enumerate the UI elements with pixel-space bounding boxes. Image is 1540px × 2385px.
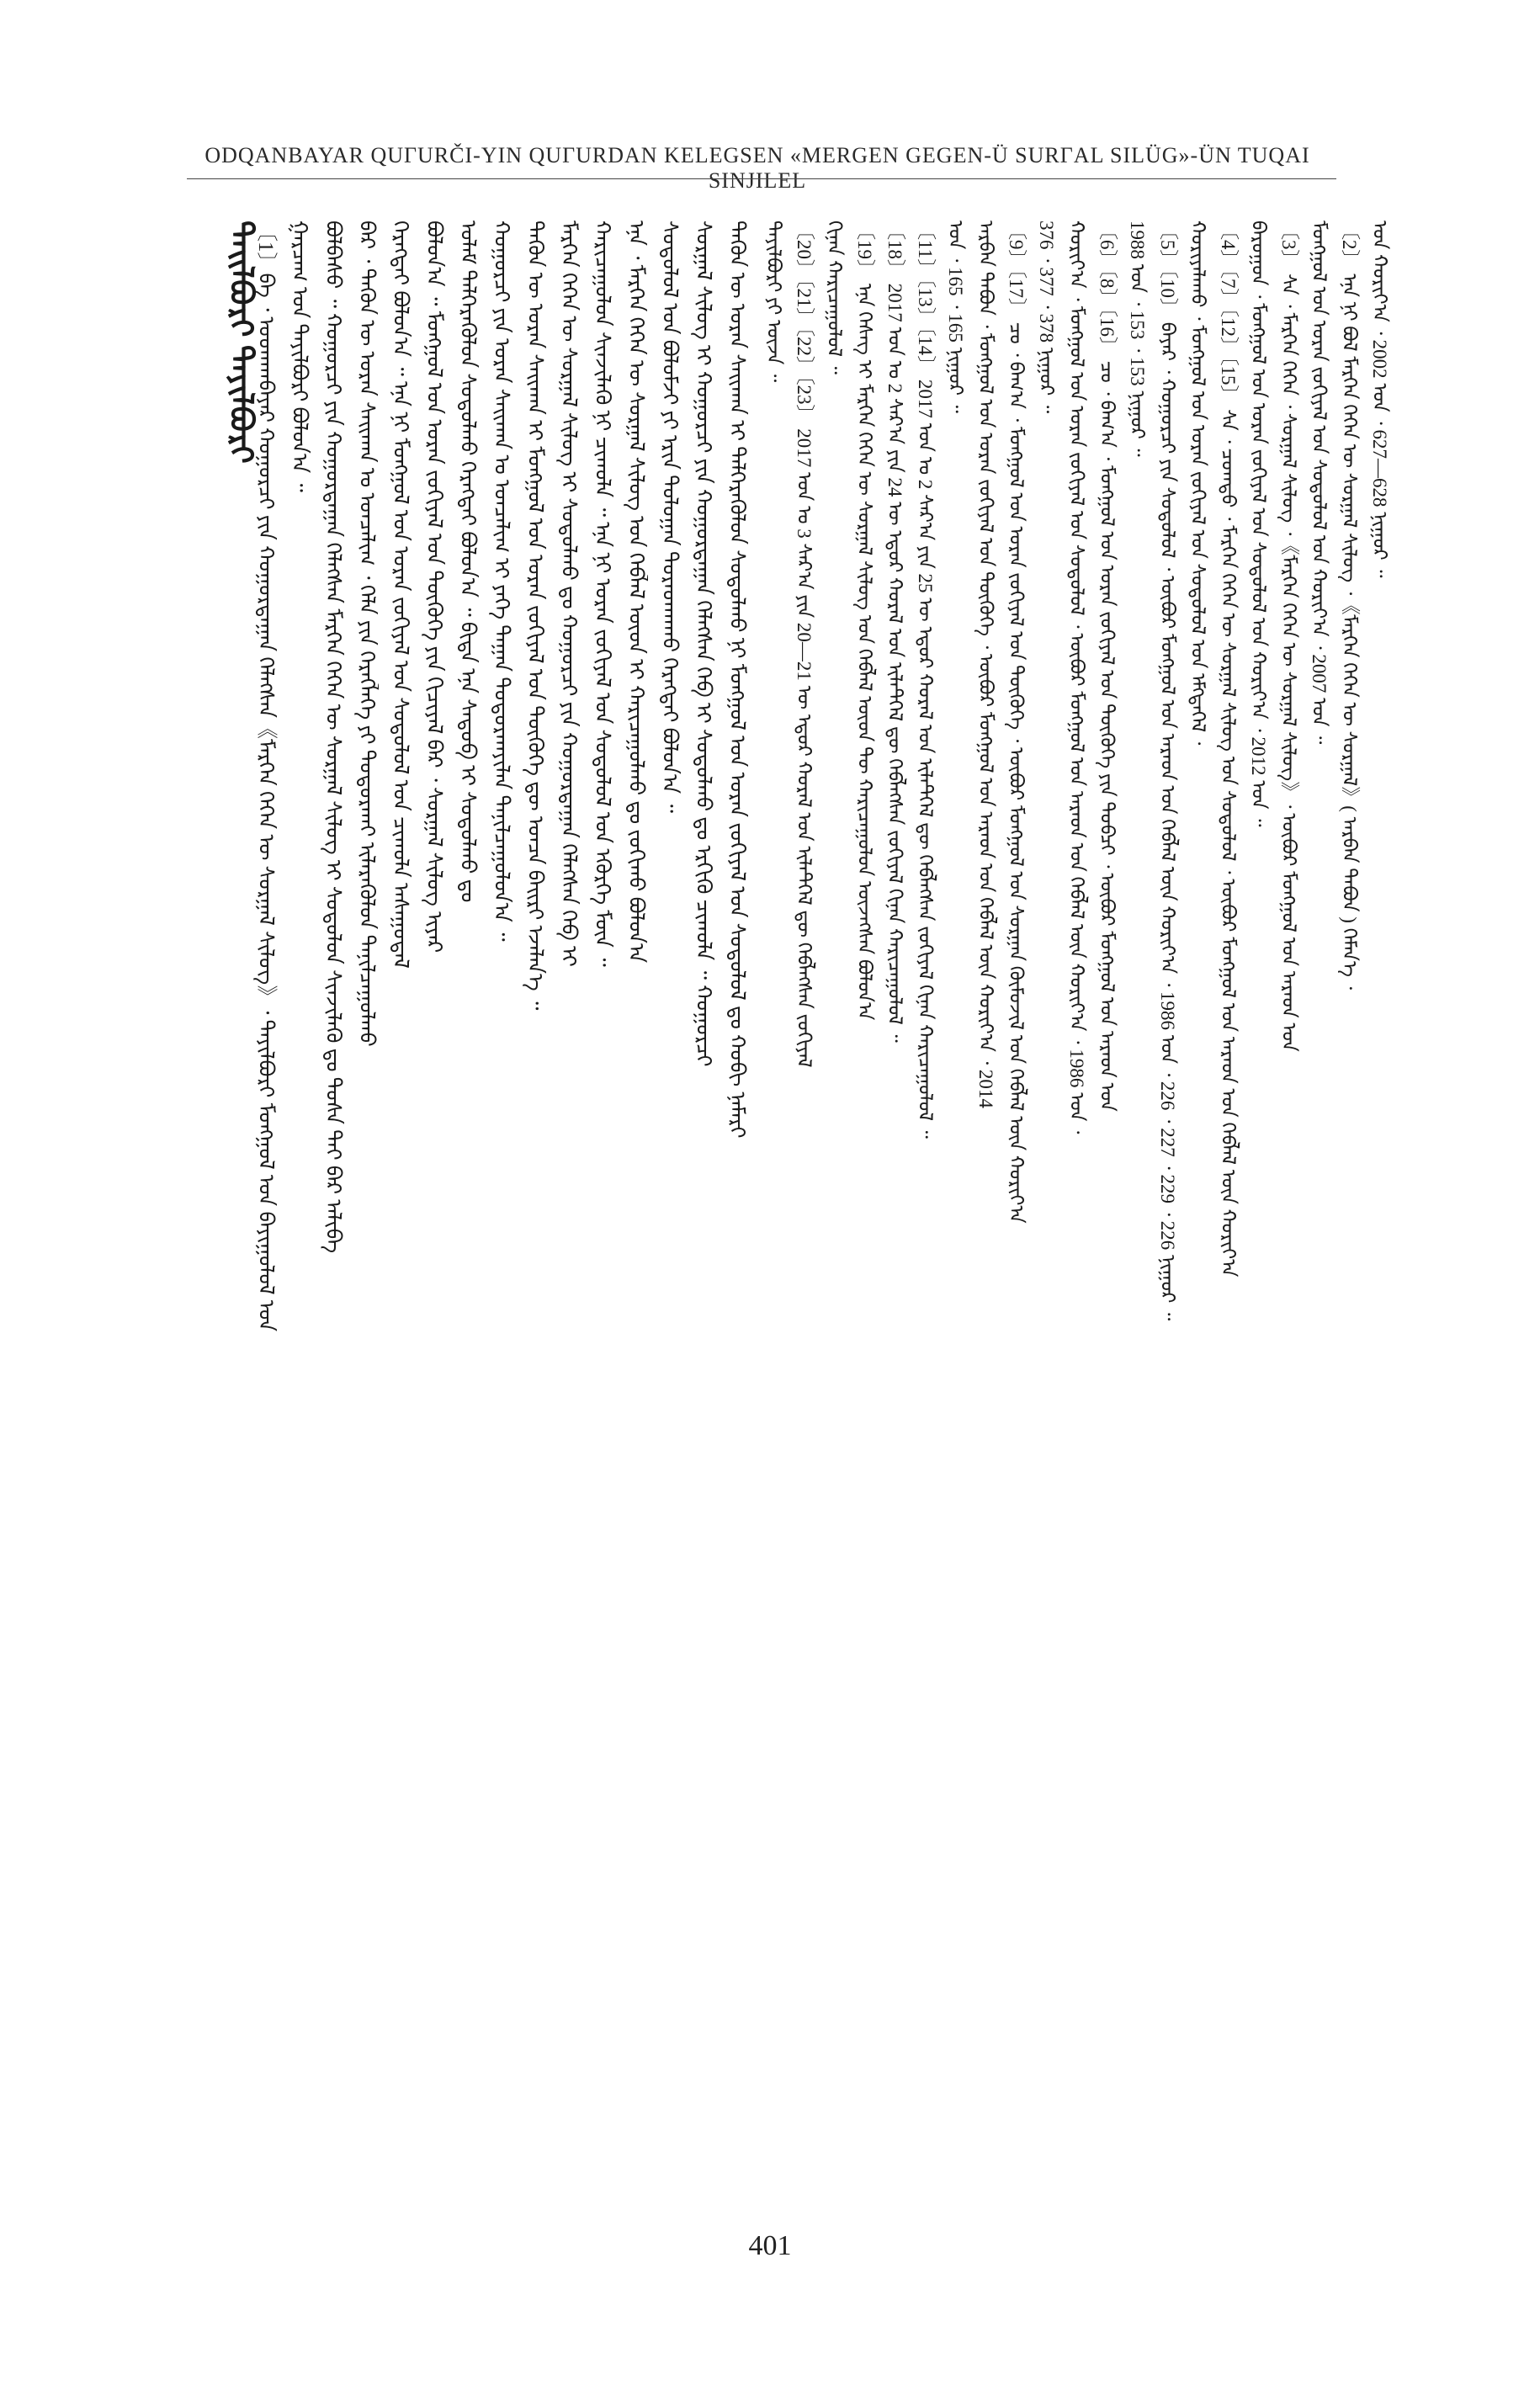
endnote-column: 〔4〕〔7〕〔12〕〔15〕 ᠰᠠ ᠂ ᠴᠣᠭᠲᠤ ᠂ ᠮᠡᠷᠭᠡᠨ ᠭᠡᠭᠡᠨ ᠦ ᠰᠤᠷᠭᠠᠯ ᠰᠢᠯᠦᠭ ᠤᠨ ᠰᠤᠳᠤᠯᠤᠯ ᠂ ᠦᠪᠦᠷ ᠮᠣᠩᠭᠣᠯ ᠤᠨ ᠠᠷᠠᠳ ᠤᠨ ᠬᠡᠪᠯᠡᠯ ᠦᠨ ᠬᠣᠷᠢᠶ᠎ᠠ (1218, 220, 1239, 1277)
body-column: ᠬᠤᠭᠤᠷᠴᠢ ᠶᠢᠨ ᠤᠷᠠᠨ ᠰᠠᠢᠬᠠᠨ ᠤ ᠤᠨᠴᠠᠯᠢᠭ ᠢ ᠶᠡᠬᠡ ᠳᠠᠭᠠᠨ ᠲᠣᠳᠣᠷᠬᠠᠶᠢᠯᠠᠨ ᠲᠠᠨᠢᠯᠴᠠᠭᠤᠯᠤᠨ᠎ᠠ ᠃ (490, 220, 512, 942)
body-column: ᠪᠣᠯᠪᠠᠰᠤ ᠃ ᠬᠤᠭᠤᠷᠴᠢ ᠶᠢᠨ ᠬᠤᠭᠤᠷᠳᠠᠭᠠᠨ ᠬᠡᠯᠡᠭᠰᠡᠨ ᠮᠡᠷᠭᠡᠨ ᠭᠡᠭᠡᠨ ᠦ ᠰᠤᠷᠭᠠᠯ ᠰᠢᠯᠦᠭ ᠢ ᠰᠤᠳᠤᠯᠤᠨ ᠰᠢᠨᠵᠢᠯᠡᠬᠦ ᠳᠤ ᠲᠤᠰᠠ ᠲᠠᠢ ᠪᠡᠷ ᠠᠯᠢᠪᠠ (321, 220, 344, 1254)
running-header: ODQANBAYAR QUΓURČI-YIN QUΓURDAN KELEGSEN «MERGEN GEGEN-Ü SURΓAL SILÜG»-ÜN TUQAI SINJILEL (204, 143, 1310, 193)
endnote-column: 〔3〕 ᠰᠠ ᠂ ᠮᠡᠷᠭᠡᠨ ᠭᠡᠭᠡᠨ ᠂ ᠰᠤᠷᠭᠠᠯ ᠰᠢᠯᠦᠭ ᠂《ᠮᠡᠷᠭᠡᠨ ᠭᠡᠭᠡᠨ ᠦ ᠰᠤᠷᠭᠠᠯ ᠰᠢᠯᠦᠭ》᠂ ᠦᠪᠦᠷ ᠮᠣᠩᠭᠣᠯ ᠤᠨ ᠠᠷᠠᠳ ᠤᠨ (1278, 220, 1299, 1052)
endnote-column: ᠲᠠᠶᠢᠯᠪᠤᠷᠢ ᠶᠢ ᠦᠵᠡ ᠃ (763, 220, 784, 383)
endnote-column: 〔2〕 ᠡᠨᠡ ᠨᠢ ᠪᠣᠯ ᠮᠡᠷᠭᠡᠨ ᠭᠡᠭᠡᠨ ᠦ ᠰᠤᠷᠭᠠᠯ ᠰᠢᠯᠦᠭ ᠂《ᠮᠡᠷᠭᠡᠨ ᠭᠡᠭᠡᠨ ᠦ ᠰᠤᠷᠭᠠᠯ》( ᠠᠷᠪᠠᠨ ᠲᠠᠪᠤᠨ ) ᠬᠡᠮᠡᠨ᠎ᠡ ᠂ (1339, 220, 1360, 990)
endnote-column: 〔18〕 2017 ᠣᠨ ᠤ 2 ᠰᠠᠷ᠎ᠠ ᠶᠢᠨ 24 ᠦ ᠡᠳᠦᠷ ᠬᠤᠷᠠᠯ ᠤᠨ ᠢᠯᠡᠲᠬᠡᠯ ᠳᠦ ᠬᠡᠪᠯᠡᠭᠰᠡᠨ ᠵᠣᠬᠢᠶᠠᠯ ᠬᠢᠨᠠᠨ ᠬᠠᠷᠢᠴᠠᠭᠤᠯᠤᠯ ᠃ (884, 220, 905, 1043)
endnote-column: ᠬᠣᠷᠢᠶᠠᠯᠠᠬᠤ ᠂ ᠮᠣᠩᠭᠣᠯ ᠤᠨ ᠤᠷᠠᠨ ᠵᠣᠬᠢᠶᠠᠯ ᠤᠨ ᠰᠤᠳᠤᠯᠤᠯ ᠤᠨ ᠡᠮᠬᠲᠡᠭᠡᠯ ᠂ (1187, 220, 1208, 746)
section-heading: ᠲᠠᠢᠯᠪᠤᠷᠢ ᠲᠠᠶᠢᠯᠪᠤᠷᠢ (223, 220, 258, 464)
endnote-column: ᠬᠢᠨᠠᠨ ᠬᠠᠷᠢᠴᠠᠭᠤᠯᠤᠯ ᠃ (824, 220, 845, 374)
endnote-column: ᠮᠣᠩᠭᠣᠯ ᠤᠨ ᠤᠷᠠᠨ ᠵᠣᠬᠢᠶᠠᠯ ᠤᠨ ᠰᠤᠳᠤᠯᠤᠯ ᠤᠨ ᠬᠣᠷᠢᠶ᠎ᠠ ᠂ 2007 ᠣᠨ ᠃ (1309, 220, 1330, 745)
endnote-column: ᠬᠣᠷᠢᠶ᠎ᠠ ᠂ ᠮᠣᠩᠭᠣᠯ ᠤᠨ ᠤᠷᠠᠨ ᠵᠣᠬᠢᠶᠠᠯ ᠤᠨ ᠰᠤᠳᠤᠯᠤᠯ ᠂ ᠦᠪᠦᠷ ᠮᠣᠩᠭᠣᠯ ᠤᠨ ᠠᠷᠠᠳ ᠤᠨ ᠬᠡᠪᠯᠡᠯ ᠦᠨ ᠬᠣᠷᠢᠶ᠎ᠠ ᠂ 1986 ᠣᠨ ᠂ (1066, 220, 1087, 1134)
endnote-column: 〔6〕〔8〕〔16〕 ᠴᠣ ᠂ ᠪᠠᠭ᠎ᠠ ᠂ ᠮᠣᠩᠭᠣᠯ ᠤᠨ ᠤᠷᠠᠨ ᠵᠣᠬᠢᠶᠠᠯ ᠤᠨ ᠲᠦᠭᠦᠬᠡ ᠶᠢᠨ ᠲᠣᠪᠴᠢ ᠂ ᠦᠪᠦᠷ ᠮᠣᠩᠭᠣᠯ ᠤᠨ ᠠᠷᠠᠳ ᠤᠨ (1097, 220, 1118, 1112)
body-column: ᠬᠡᠷᠡᠭᠲᠡᠢ ᠪᠣᠯᠤᠨ᠎ᠠ ᠃ ᠡᠨᠡ ᠨᠢ ᠮᠣᠩᠭᠣᠯ ᠤᠨ ᠤᠷᠠᠨ ᠵᠣᠬᠢᠶᠠᠯ ᠤᠨ ᠰᠤᠳᠤᠯᠤᠯ ᠤᠨ ᠴᠢᠬᠤᠯᠠ ᠠᠰᠠᠭᠤᠳᠠᠯ (389, 220, 412, 969)
endnote-column: ᠪᠠᠷᠤᠭᠤᠨ ᠂ ᠮᠣᠩᠭᠣᠯ ᠤᠨ ᠤᠷᠠᠨ ᠵᠣᠬᠢᠶᠠᠯ ᠤᠨ ᠰᠤᠳᠤᠯᠤᠯ ᠤᠨ ᠬᠣᠷᠢᠶ᠎ᠠ ᠂ 2012 ᠣᠨ ᠃ (1248, 220, 1269, 827)
body-column: ᠭᠠᠷᠴᠠᠭ ᠤᠨ ᠲᠠᠶᠢᠯᠪᠤᠷᠢ ᠪᠣᠯᠤᠨ᠎ᠠ ᠃ (288, 220, 311, 492)
endnote-column: ᠤᠨ ᠬᠣᠷᠢᠶ᠎ᠠ ᠂ 2002 ᠣᠨ ᠂ 627—628 ᠨᠢᠭᠤᠷ ᠃ (1369, 220, 1390, 578)
endnote-column: 〔20〕〔21〕〔22〕〔23〕 2017 ᠣᠨ ᠤ 3 ᠰᠠᠷ᠎ᠠ ᠶᠢᠨ 20—21 ᠦ ᠡᠳᠦᠷ ᠬᠤᠷᠠᠯ ᠤᠨ ᠢᠯᠡᠲᠬᠡᠯ ᠳᠦ ᠬᠡᠪᠯᠡᠭᠰᠡᠨ ᠵᠣᠬᠢᠶᠠᠯ (794, 220, 815, 1068)
body-column: ᠰᠤᠳᠤᠯᠤᠯ ᠤᠨ ᠪᠣᠯᠤᠮᠵᠢ ᠶᠢ ᠡᠷᠢᠨ ᠲᠤᠯᠤᠭᠠᠨ ᠳᠤᠷᠠᠳᠬᠠᠬᠤ ᠬᠡᠷᠡᠭᠲᠡᠢ ᠪᠣᠯᠤᠨ᠎ᠠ ᠃ (658, 220, 681, 813)
page-number: 401 (748, 2230, 792, 2261)
endnote-column: 〔19〕 ᠡᠨᠡ ᠬᠡᠰᠡᠭ ᠢ ᠮᠡᠷᠭᠡᠨ ᠭᠡᠭᠡᠨ ᠦ ᠰᠤᠷᠭᠠᠯ ᠰᠢᠯᠦᠭ ᠤᠨ ᠬᠡᠪᠯᠡᠯ ᠦᠳ ᠲᠦ ᠬᠠᠷᠢᠴᠠᠭᠤᠯᠤᠨ ᠦᠵᠡᠭᠰᠡᠨ ᠪᠣᠯᠤᠨ᠎ᠠ (854, 220, 875, 1021)
endnote-column: ᠠᠷᠪᠠᠨ ᠲᠠᠪᠤᠨ ᠂ ᠮᠣᠩᠭᠣᠯ ᠤᠨ ᠤᠷᠠᠨ ᠵᠣᠬᠢᠶᠠᠯ ᠤᠨ ᠲᠦᠭᠦᠬᠡ ᠂ ᠦᠪᠦᠷ ᠮᠣᠩᠭᠣᠯ ᠤᠨ ᠠᠷᠠᠳ ᠤᠨ ᠬᠡᠪᠯᠡᠯ ᠦᠨ ᠬᠣᠷᠢᠶ᠎ᠠ ᠂ 2014 (975, 220, 996, 1108)
endnote-column: 1988 ᠣᠨ ᠂ 153 ᠂ 153 ᠨᠢᠭᠤᠷ ᠃ (1127, 220, 1148, 457)
body-column: ᠪᠠᠷ ᠂ ᠲᠡᠭᠦᠨ ᠦ ᠤᠷᠠᠨ ᠰᠠᠢᠬᠠᠨ ᠤ ᠤᠨᠴᠠᠯᠢᠭ ᠂ ᠬᠡᠯᠡ ᠶᠢᠨ ᠬᠡᠷᠡᠭᠯᠡᠭᠡ ᠶᠢ ᠲᠣᠳᠣᠷᠬᠠᠶ ᠢᠯᠡᠷᠡᠭᠦᠯᠦᠨ ᠲᠠᠨᠢᠯᠴᠠᠭᠤᠯᠬᠤ (355, 220, 378, 1047)
body-column: ᠮᠡᠷᠭᠡᠨ ᠭᠡᠭᠡᠨ ᠦ ᠰᠤᠷᠭᠠᠯ ᠰᠢᠯᠦᠭ ᠢ ᠰᠤᠳᠤᠯᠬᠤ ᠳᠤ ᠬᠤᠭᠤᠷᠴᠢ ᠶᠢᠨ ᠬᠤᠭᠤᠷᠳᠠᠭᠠᠨ ᠬᠡᠯᠡᠭᠰᠡᠨ ᠬᠡᠪ ᠢ (557, 220, 580, 967)
body-column: ᠬᠠᠷᠢᠴᠠᠭᠤᠯᠤᠨ ᠰᠢᠨᠵᠢᠯᠡᠬᠦ ᠨᠢ ᠴᠢᠬᠤᠯᠠ ᠃ ᠡᠨᠡ ᠨᠢ ᠤᠷᠠᠨ ᠵᠣᠬᠢᠶᠠᠯ ᠤᠨ ᠰᠤᠳᠤᠯᠤᠯ ᠤᠨ ᠡᠭᠦᠷᠭᠡ ᠮᠥᠨ ᠃ (591, 220, 613, 967)
header-rule (187, 178, 1336, 179)
body-column: ᠤᠯᠠᠮ ᠳᠡᠯᠭᠡᠷᠡᠭᠦᠯᠦᠨ ᠰᠤᠳᠤᠯᠬᠤ ᠬᠡᠷᠡᠭᠲᠡᠢ ᠪᠣᠯᠤᠨ᠎ᠠ ᠃ ᠪᠢᠳᠡ ᠡᠨᠡ ᠰᠡᠳᠦᠪ ᠢ ᠰᠤᠳᠤᠯᠬᠤ ᠳᠤ (456, 220, 479, 903)
endnote-column: ᠣᠨ ᠂ 165 ᠂ 165 ᠨᠢᠭᠤᠷ ᠃ (945, 220, 966, 413)
endnote-column: 〔5〕〔10〕 ᠪᠠᠶᠠᠷ ᠂ ᠬᠤᠭᠤᠷᠴᠢ ᠶᠢᠨ ᠰᠤᠳᠤᠯᠤᠯ ᠂ ᠦᠪᠦᠷ ᠮᠣᠩᠭᠣᠯ ᠤᠨ ᠠᠷᠠᠳ ᠤᠨ ᠬᠡᠪᠯᠡᠯ ᠦᠨ ᠬᠣᠷᠢᠶ᠎ᠠ ᠂ 1986 ᠣᠨ ᠂ 226 ᠂ 227 ᠂ 229 ᠂ 226 ᠨᠢᠭᠤᠷ ᠃ (1157, 220, 1178, 1321)
endnote-column: 〔11〕〔13〕〔14〕 2017 ᠣᠨ ᠤ 2 ᠰᠠᠷ᠎ᠠ ᠶᠢᠨ 25 ᠦ ᠡᠳᠦᠷ ᠬᠤᠷᠠᠯ ᠤᠨ ᠢᠯᠡᠲᠬᠡᠯ ᠳᠦ ᠬᠡᠪᠯᠡᠭᠰᠡᠨ ᠵᠣᠬᠢᠶᠠᠯ ᠬᠢᠨᠠᠨ ᠬᠠᠷᠢᠴᠠᠭᠤᠯᠤᠯ ᠃ (915, 220, 936, 1139)
endnote-column: 376 ᠂ 377 ᠂ 378 ᠨᠢᠭᠤᠷ ᠃ (1036, 220, 1057, 414)
body-column: ᠲᠡᠭᠦᠨ ᠦ ᠤᠷᠠᠨ ᠰᠠᠢᠬᠠᠨ ᠢ ᠮᠣᠩᠭᠣᠯ ᠤᠨ ᠤᠷᠠᠨ ᠵᠣᠬᠢᠶᠠᠯ ᠤᠨ ᠲᠦᠭᠦᠬᠡ ᠳᠦ ᠣᠨᠴᠠ ᠪᠠᠢᠷᠢ ᠡᠵᠡᠯᠡᠨ᠎ᠡ ᠃ (523, 220, 546, 1011)
body-column: ᠰᠤᠷᠭᠠᠯ ᠰᠢᠯᠦᠭ ᠢ ᠬᠤᠭᠤᠷᠴᠢ ᠶᠢᠨ ᠬᠤᠭᠤᠷᠳᠠᠭᠠᠨ ᠬᠡᠯᠡᠭᠰᠡᠨ ᠬᠡᠪ ᠢ ᠰᠤᠳᠤᠯᠬᠤ ᠳᠤ ᠡᠷᠭᠢᠬᠦ ᠴᠢᠬᠤᠯᠠ ᠃ ᠬᠤᠭᠤᠷᠴᠢ (692, 220, 714, 1067)
body-column: ᠍〔1〕ᠪᠠ ᠂ ᠣᠳᠬᠠᠨᠪᠠᠶᠠᠷ ᠬᠤᠭᠤᠷᠴᠢ ᠶᠢᠨ ᠬᠤᠭᠤᠷᠳᠠᠭᠠᠨ ᠬᠡᠯᠡᠭᠰᠡᠨ《ᠮᠡᠷᠭᠡᠨ ᠭᠡᠭᠡᠨ ᠦ ᠰᠤᠷᠭᠠᠯ ᠰᠢᠯᠦᠭ》᠂ ᠲᠠᠶᠢᠯᠪᠤᠷᠢ ᠮᠣᠩᠭᠣᠯ ᠤᠨ ᠪᠠᠶᠢᠭᠤᠯᠤᠯ ᠤᠨ (254, 220, 277, 1332)
body-column: ᠲᠡᠭᠦᠨ ᠦ ᠤᠷᠠᠨ ᠰᠠᠢᠬᠠᠨ ᠢ ᠳᠡᠯᠭᠡᠷᠡᠭᠦᠯᠦᠨ ᠰᠤᠳᠤᠯᠬᠤ ᠨᠢ ᠮᠣᠩᠭᠣᠯ ᠤᠨ ᠤᠷᠠᠨ ᠵᠣᠬᠢᠶᠠᠯ ᠤᠨ ᠰᠤᠳᠤᠯᠤᠯ ᠳᠤ ᠬᠣᠪᠢ ᠨᠡᠮᠡᠷᠢ (725, 220, 748, 1139)
body-column: ᠪᠣᠯᠤᠨ᠎ᠠ ᠃ ᠮᠣᠩᠭᠣᠯ ᠤᠨ ᠤᠷᠠᠨ ᠵᠣᠬᠢᠶᠠᠯ ᠤᠨ ᠲᠦᠭᠦᠬᠡ ᠶᠢᠨ ᠬᠢᠴᠢᠶᠡᠯ ᠪᠠᠷ ᠂ ᠰᠤᠷᠭᠠᠯ ᠰᠢᠯᠦᠭ ᠢᠶᠡᠷ (422, 220, 445, 953)
endnote-column: 〔9〕〔17〕 ᠴᠣ ᠂ ᠪᠠᠭ᠎ᠠ ᠂ ᠮᠣᠩᠭᠣᠯ ᠤᠨ ᠤᠷᠠᠨ ᠵᠣᠬᠢᠶᠠᠯ ᠤᠨ ᠲᠦᠭᠦᠬᠡ ᠂ ᠦᠪᠦᠷ ᠮᠣᠩᠭᠣᠯ ᠤᠨ ᠰᠤᠷᠭᠠᠨ ᠬᠦᠮᠦᠵᠢᠯ ᠤᠨ ᠬᠡᠪᠯᠡᠯ ᠦᠨ ᠬᠣᠷᠢᠶ᠎ᠠ (1006, 220, 1027, 1224)
body-column: ᠡᠨᠡ ᠂ ᠮᠡᠷᠭᠡᠨ ᠭᠡᠭᠡᠨ ᠦ ᠰᠤᠷᠭᠠᠯ ᠰᠢᠯᠦᠭ ᠤᠨ ᠬᠡᠪᠯᠡᠯ ᠦᠳ ᠢ ᠬᠠᠷᠢᠴᠠᠭᠤᠯᠬᠤ ᠳᠤ ᠵᠣᠬᠢᠬᠤ ᠪᠣᠯᠤᠨ᠎ᠠ (624, 220, 647, 964)
